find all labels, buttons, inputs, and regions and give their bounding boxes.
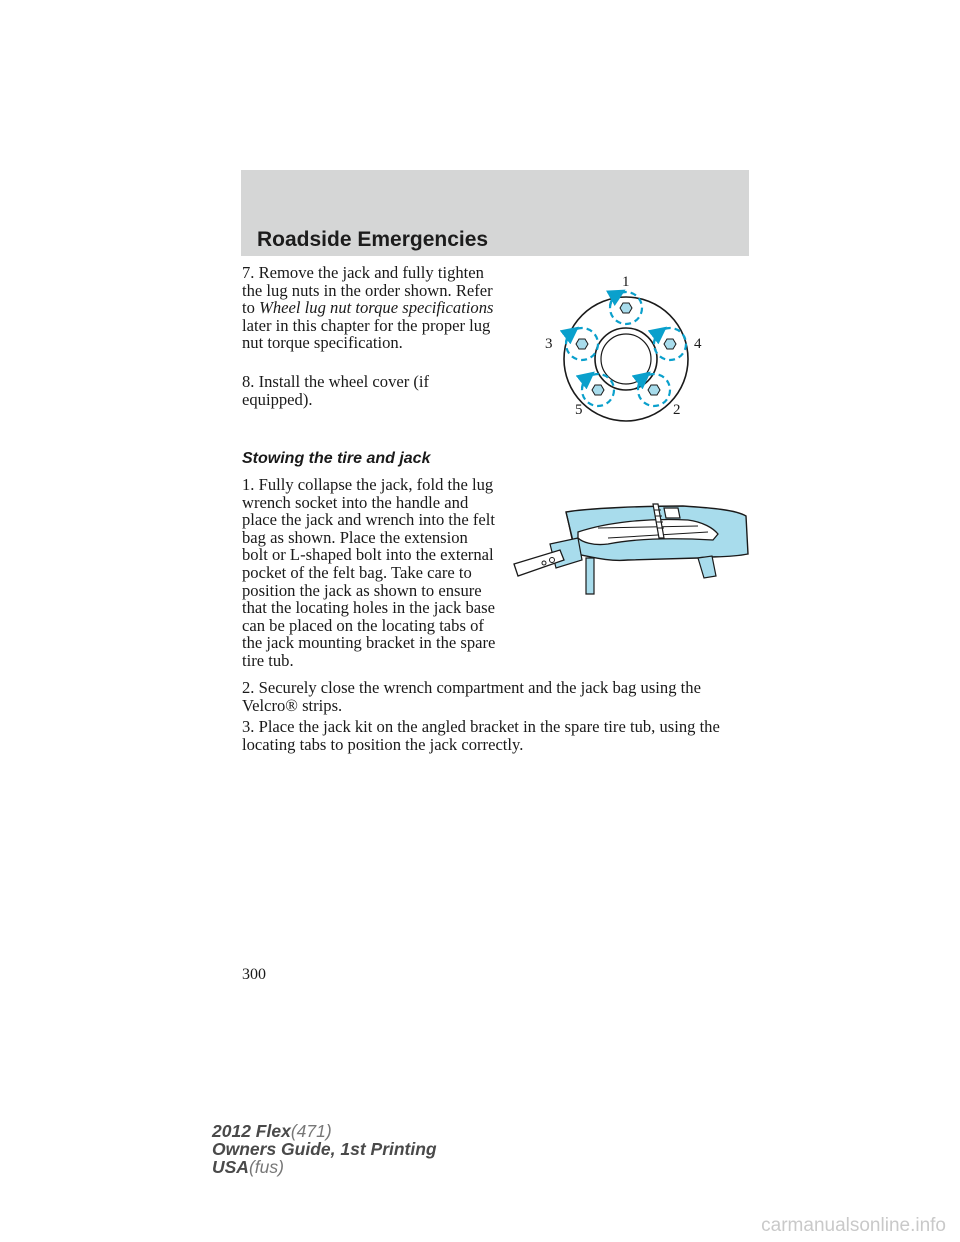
lug-label-2: 2	[673, 402, 681, 418]
step-7-paragraph	[242, 264, 497, 352]
footer-market: USA	[212, 1157, 249, 1177]
torque-spec-reference: Wheel lug nut torque specifications	[259, 298, 494, 318]
footer-market-code: (fus)	[248, 1157, 284, 1177]
lug-nut-order-diagram	[540, 272, 710, 424]
stow-step-2-paragraph: 2. Securely close the wrench compartment and the jack bag using the Velcro® strips.	[242, 678, 701, 715]
stow-step-1-paragraph: 1. Fully collapse the jack, fold the lug wrench socket into the handle and place the jack and wrench into the felt bag as shown. Place the extension bolt or L-shaped bolt into the external pocket of the felt bag. Take care to position the jack as shown to ensure that the locating holes in the jack base can be placed on the locating tabs of the jack mounting bracket in the spare tire tub.	[242, 475, 496, 670]
footer-model-code: (471)	[290, 1121, 332, 1141]
velcro-strap-left	[586, 558, 594, 594]
document-footer	[212, 1122, 437, 1176]
stowing-subheading: Stowing the tire and jack	[242, 450, 431, 467]
step-8-paragraph: 8. Install the wheel cover (if equipped).	[242, 372, 430, 409]
lug-label-1: 1	[622, 274, 630, 290]
step-7-text-end: later in this chapter for the proper lug nut torque specification.	[242, 315, 491, 353]
lug-label-4: 4	[694, 336, 702, 352]
footer-line-2	[212, 1140, 437, 1158]
section-title: Roadside Emergencies	[257, 228, 489, 251]
step-7-text: 7. Remove the jack and fully tighten the lug nuts in the order shown. Refer to	[242, 263, 493, 318]
footer-edition: Owners Guide, 1st Printing	[212, 1139, 437, 1159]
lug-label-5: 5	[575, 402, 583, 418]
footer-model: 2012 Flex	[212, 1121, 291, 1141]
lug-label-3: 3	[545, 336, 553, 352]
jack-saddle	[664, 508, 680, 518]
footer-line-3	[212, 1158, 437, 1176]
wrench-handle	[514, 550, 564, 576]
watermark: carmanualsonline.info	[761, 1215, 946, 1236]
stow-step-3-paragraph: 3. Place the jack kit on the angled bracket in the spare tire tub, using the locating tabs to position the jack correctly.	[242, 717, 720, 754]
velcro-strap-right	[698, 556, 716, 578]
section-header-band	[241, 170, 749, 256]
page-number: 300	[242, 966, 266, 983]
footer-line-1	[212, 1122, 437, 1140]
jack-in-bag-illustration	[508, 498, 758, 598]
